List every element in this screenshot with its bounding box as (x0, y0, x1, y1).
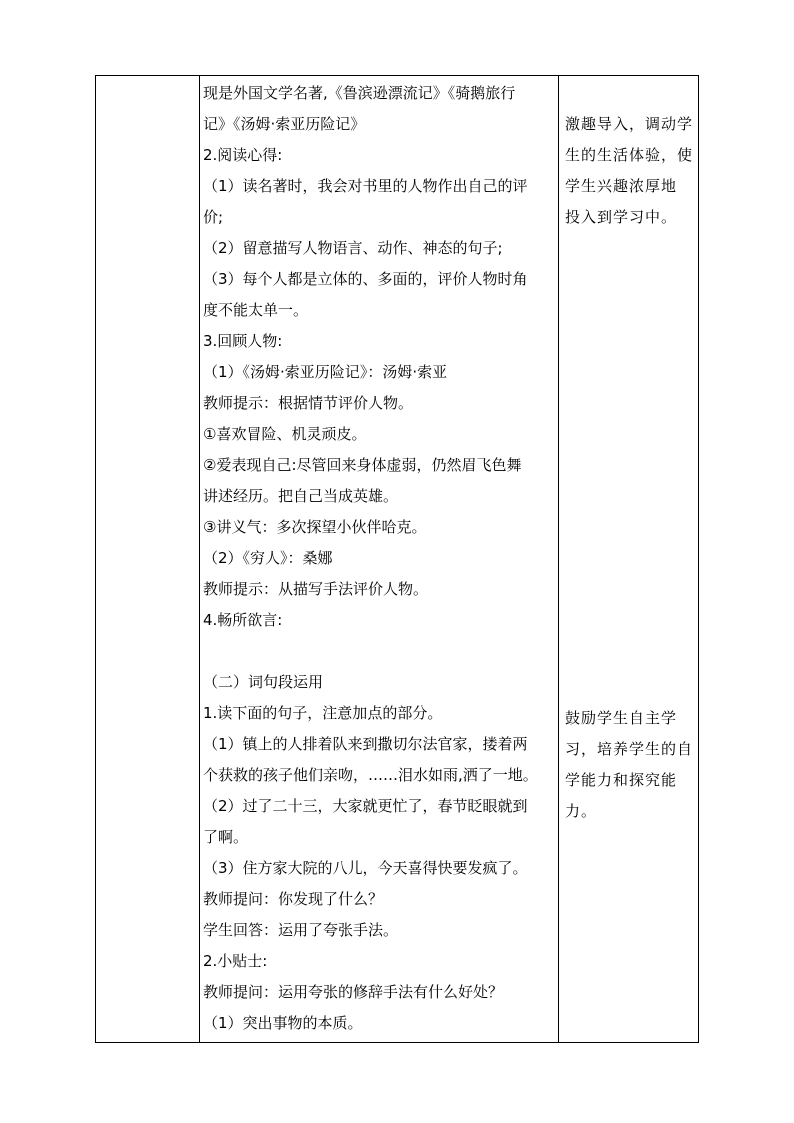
section-heading: （二）词句段运用 (203, 673, 324, 691)
note-line: 激趣导入，调动学 (565, 115, 694, 133)
content-line: 4.畅所欲言: (203, 611, 283, 629)
content-line: 教师提示：从描写手法评价人物。 (203, 580, 429, 598)
content-line: 3.回顾人物: (203, 332, 283, 350)
content-line: 2.小贴士: (203, 952, 268, 970)
column-divider-right (558, 76, 559, 1042)
content-line: （1）读名著时，我会对书里的人物作出自己的评 (203, 177, 528, 195)
content-line: ①喜欢冒险、机灵顽皮。 (203, 425, 367, 443)
note-line: 鼓励学生自主学 (565, 709, 678, 727)
content-line: 2.阅读心得: (203, 146, 283, 164)
column-divider-left (199, 76, 200, 1042)
content-line: （1）《汤姆·索亚历险记》：汤姆·索亚 (203, 363, 448, 381)
content-line: ②爱表现自己:尽管回来身体虚弱，仍然眉飞色舞 (203, 456, 522, 474)
content-line: 了啊。 (203, 828, 249, 846)
content-line: （3）每个人都是立体的、多面的，评价人物时角 (203, 270, 528, 288)
content-line: 1.读下面的句子，注意加点的部分。 (203, 704, 443, 722)
content-line: 讲述经历。把自己当成英雄。 (203, 487, 399, 505)
note-line: 力。 (565, 802, 598, 820)
content-line: （1）突出事物的本质。 (203, 1014, 363, 1032)
content-line: 教师提示：根据情节评价人物。 (203, 394, 414, 412)
content-line: 个获救的孩子他们亲吻，……泪水如雨,洒了一地。 (203, 766, 538, 784)
content-line: 价; (203, 208, 224, 226)
blank-line (203, 636, 555, 667)
teaching-content-column (203, 78, 555, 1039)
content-line: 教师提问：你发现了什么？ (203, 890, 384, 908)
lesson-plan-table (95, 75, 699, 1043)
note-line: 学能力和探究能 (565, 771, 678, 789)
content-line: 度不能太单一。 (203, 301, 309, 319)
content-line: （3）住方家大院的八儿，今天喜得快要发疯了。 (203, 859, 528, 877)
design-intent-note-2 (565, 703, 697, 827)
content-line: （2）留意描写人物语言、动作、神态的句子; (203, 239, 503, 257)
content-line: 现是外国文学名著,《鲁滨逊漂流记》《骑鹅旅行 (203, 84, 516, 102)
content-line: 教师提问：运用夸张的修辞手法有什么好处？ (203, 983, 504, 1001)
content-line: （2）过了二十三，大家就更忙了，春节眨眼就到 (203, 797, 528, 815)
content-line: ③讲义气：多次探望小伙伴哈克。 (203, 518, 427, 536)
note-line: 学生兴趣浓厚地 (565, 177, 678, 195)
note-line: 投入到学习中。 (565, 208, 678, 226)
design-intent-note-1 (565, 109, 697, 233)
content-line: 学生回答：运用了夸张手法。 (203, 921, 399, 939)
note-line: 习，培养学生的自 (565, 740, 694, 758)
content-line: 记》《汤姆·索亚历险记》 (203, 115, 366, 133)
content-line: （1）镇上的人排着队来到撒切尔法官家，搂着两 (203, 735, 528, 753)
note-line: 生的生活体验，使 (565, 146, 694, 164)
content-line: （2）《穷人》：桑娜 (203, 549, 333, 567)
